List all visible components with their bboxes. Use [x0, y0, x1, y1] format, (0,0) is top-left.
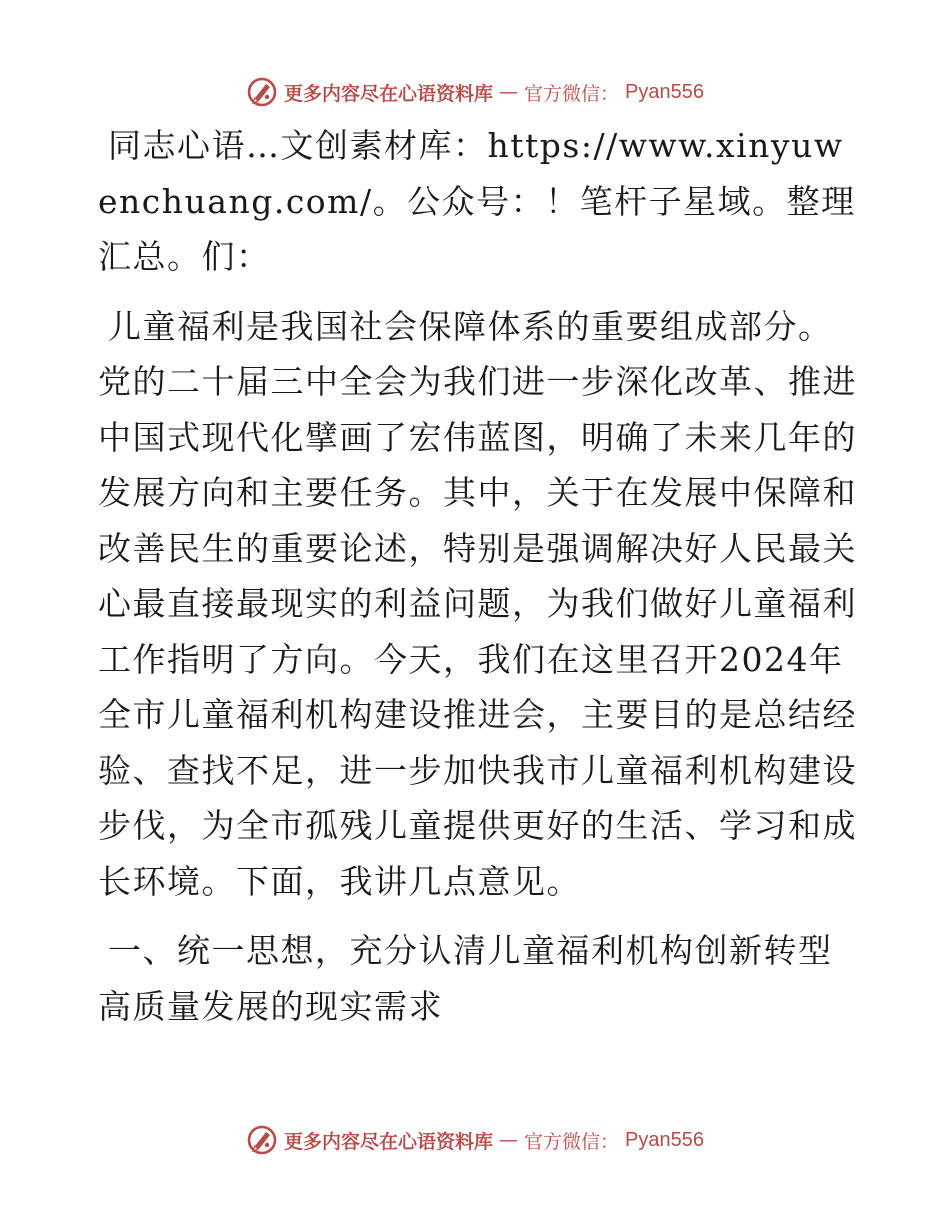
- section-heading: 一、统一思想，充分认清儿童福利机构创新转型高质量发展的现实需求: [98, 931, 833, 1026]
- header-watermark-inner: [246, 76, 704, 108]
- pen-logo-icon: [246, 76, 278, 108]
- watermark-dash: —: [499, 81, 519, 103]
- header-watermark: [0, 72, 950, 112]
- footer-watermark-inner: [246, 1124, 704, 1156]
- watermark-wechat-label: 官方微信：: [524, 1130, 620, 1153]
- watermark-wechat-id: Pyan556: [625, 80, 704, 103]
- watermark-wechat-label: 官方微信：: [524, 82, 620, 105]
- watermark-wechat-id: Pyan556: [625, 1128, 704, 1151]
- footer-watermark: [0, 1120, 950, 1160]
- watermark-brand-text: 更多内容尽在心语资料库: [284, 82, 494, 105]
- pen-logo-icon: [246, 1124, 278, 1156]
- intro-paragraph: 同志心语…文创素材库：https://www.xinyuwenchuang.com/。公众号：！笔杆子星域。整理汇总。们：: [98, 126, 856, 276]
- body-paragraph: 儿童福利是我国社会保障体系的重要组成部分。党的二十届三中全会为我们进一步深化改革、推进中国式现代化擘画了宏伟蓝图，明确了未来几年的发展方向和主要任务。其中，关于在发展中保障和改善民生的重要论述，特别是强调解决好人民最关心最直接最现实的利益问题，为我们做好儿童福利工作指明了方向。今天，我们在这里召开2024年全市儿童福利机构建设推进会，主要目的是总结经验、查找不足，进一步加快我市儿童福利机构建设步伐，为全市孤残儿童提供更好的生活、学习和成长环境。下面，我讲几点意见。: [98, 306, 857, 901]
- watermark-dash: —: [499, 1129, 519, 1151]
- document-body: [98, 118, 858, 1034]
- watermark-brand-text: 更多内容尽在心语资料库: [284, 1130, 494, 1153]
